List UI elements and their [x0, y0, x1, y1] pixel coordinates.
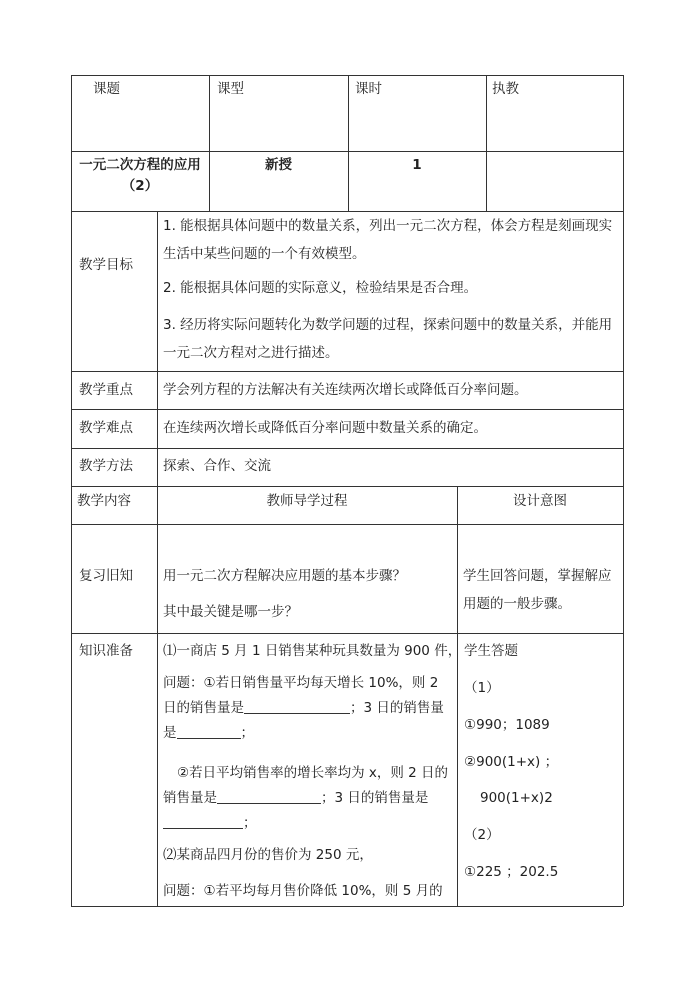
lesson-plan-table — [71, 75, 623, 906]
row-divider — [71, 151, 623, 152]
answer-line: ①225 ；202.5 — [464, 864, 559, 880]
table-border-left — [71, 75, 72, 906]
review-line-1: 用一元二次方程解决应用题的基本步骤？ — [163, 568, 406, 584]
lesson-hours-value: 1 — [412, 157, 422, 173]
knowledge-label: 知识准备 — [79, 643, 133, 659]
objective-item-1: 1. 能根据具体问题中的数量关系，列出一元二次方程，体会方程是刻画现实生活中某些问题的一个有效模型。 — [163, 218, 613, 262]
method-label: 教学方法 — [79, 458, 133, 474]
lesson-title-line1: 一元二次方程的应用 — [79, 157, 201, 173]
header-type: 课型 — [217, 81, 244, 97]
row-divider — [71, 448, 623, 449]
answer-blank[interactable] — [244, 699, 350, 714]
col-divider — [157, 211, 158, 906]
answers-title: 学生答题 — [464, 643, 518, 659]
intent-header: 设计意图 — [513, 493, 567, 509]
col-divider — [457, 486, 458, 906]
answer-blank[interactable] — [217, 789, 321, 804]
knowledge-question-1 — [163, 671, 455, 746]
question-2-part-b: ；3 日的销售量是 — [321, 790, 429, 806]
row-divider — [71, 371, 623, 372]
process-header: 教师导学过程 — [266, 493, 348, 509]
row-divider — [71, 409, 623, 410]
answer-line: （1） — [464, 680, 500, 696]
table-border-right — [623, 75, 624, 906]
method-text: 探索、合作、交流 — [163, 458, 271, 474]
knowledge-question-3: 问题：①若平均每月售价降低 10%，则 5 月的 — [163, 883, 443, 899]
question-2-part-c: ； — [243, 815, 257, 831]
answer-line: （2） — [464, 827, 500, 843]
table-border-bottom — [71, 906, 623, 907]
objective-item-2: 2. 能根据具体问题的实际意义，检验结果是否合理。 — [163, 280, 478, 296]
knowledge-problem-1: ⑴一商店 5 月 1 日销售某种玩具数量为 900 件， — [163, 643, 462, 659]
row-divider — [71, 486, 623, 487]
row-divider — [71, 524, 623, 525]
answer-line: 900(1+x)2 — [480, 790, 553, 806]
review-line-2: 其中最关键是哪一步？ — [163, 604, 298, 620]
content-label: 教学内容 — [77, 493, 131, 509]
difficulty-label: 教学难点 — [79, 420, 133, 436]
objectives-label: 教学目标 — [79, 257, 133, 273]
knowledge-question-2 — [163, 761, 455, 836]
knowledge-problem-2: ⑵某商品四月份的售价为 250 元， — [163, 847, 373, 863]
question-1-part-c: ； — [240, 725, 254, 741]
answer-blank[interactable] — [163, 814, 243, 829]
answer-line: ②900(1+x) ； — [464, 754, 559, 770]
difficulty-text: 在连续两次增长或降低百分率问题中数量关系的确定。 — [163, 420, 487, 436]
header-hours: 课时 — [355, 81, 382, 97]
header-teacher: 执教 — [492, 81, 519, 97]
table-border-top — [71, 75, 623, 76]
question-2-part-a: ②若日平均销售率的增长率均为 x，则 2 日的销售量是 — [163, 765, 449, 806]
answer-line: ①990；1089 — [464, 717, 550, 733]
objective-item-3: 3. 经历将实际问题转化为数学问题的过程，探索问题中的数量关系，并能用一元二次方程对之进行描述。 — [163, 317, 613, 361]
col-divider — [209, 75, 210, 211]
header-topic: 课题 — [93, 81, 120, 97]
col-divider — [348, 75, 349, 211]
row-divider — [71, 633, 623, 634]
question-1-part-a: 问题：①若日销售量平均每天增长 10%，则 2 日的销售量是 — [163, 675, 439, 716]
answer-blank[interactable] — [177, 724, 241, 739]
question-1-part-b: ；3 日的销售量是 — [163, 700, 444, 741]
lesson-title-line2: （2） — [121, 178, 159, 194]
review-label: 复习旧知 — [79, 568, 133, 584]
focus-text: 学会列方程的方法解决有关连续两次增长或降低百分率问题。 — [163, 382, 528, 398]
focus-label: 教学重点 — [79, 382, 133, 398]
review-intent: 学生回答问题，掌握解应用题的一般步骤。 — [463, 568, 612, 612]
col-divider — [486, 75, 487, 211]
lesson-type-value: 新授 — [265, 157, 292, 173]
